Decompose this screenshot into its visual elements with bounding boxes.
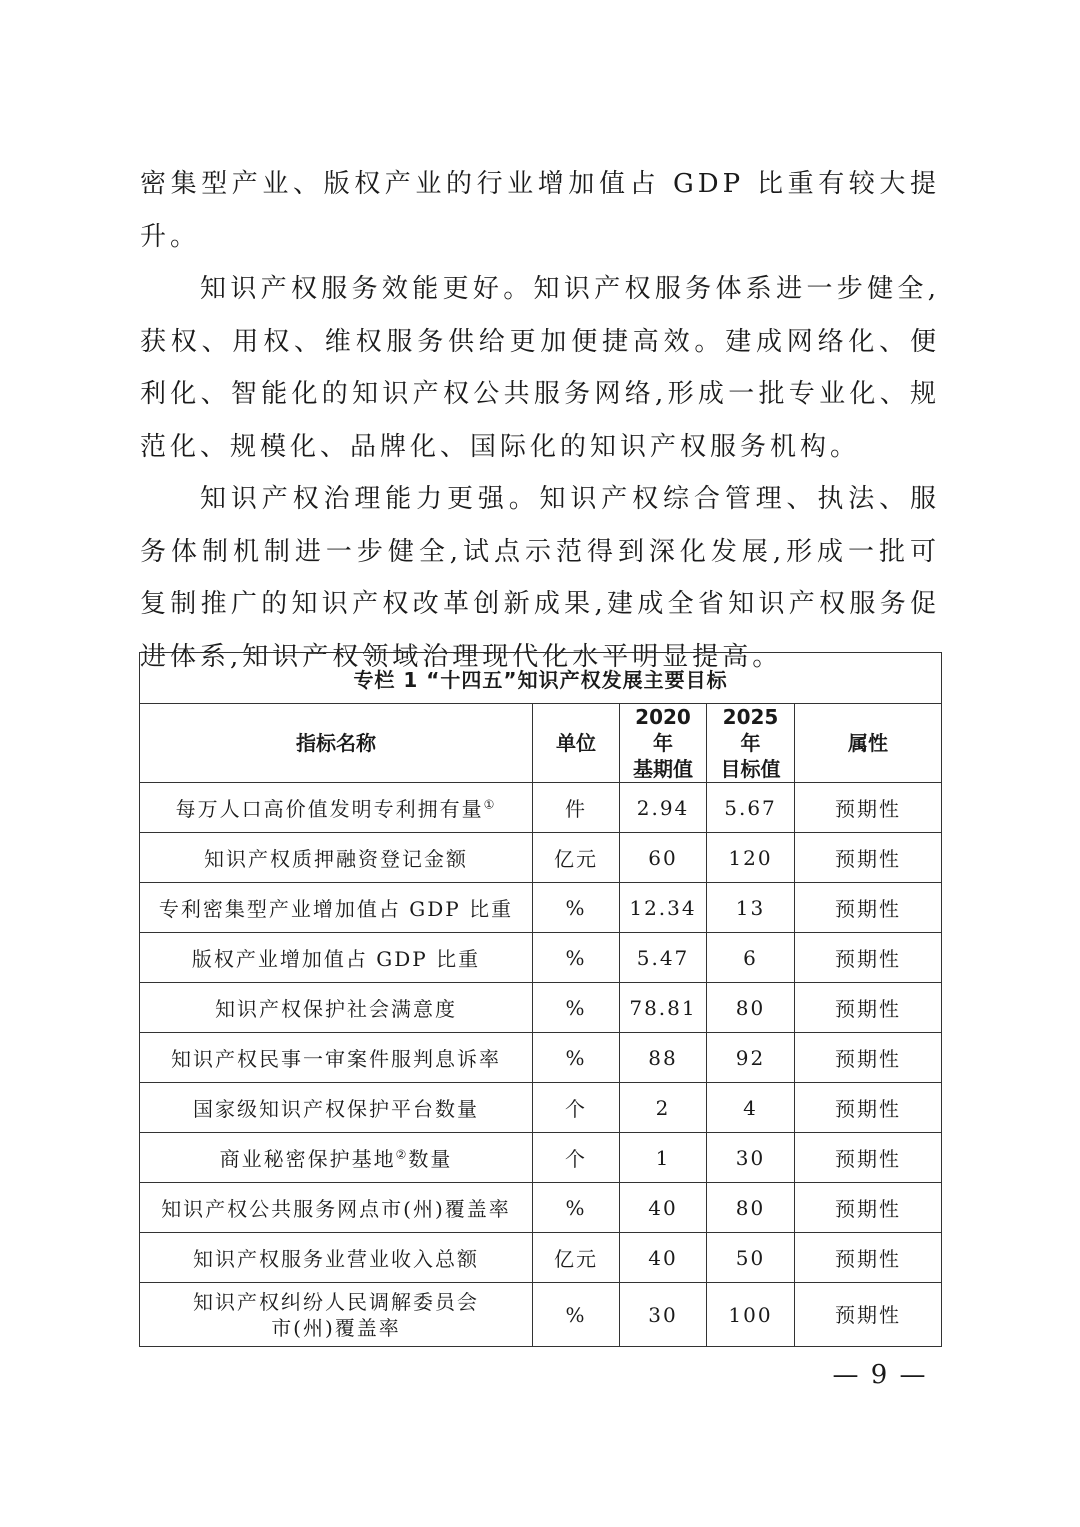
indicator-name-text: 商业秘密保护基地 (219, 1147, 396, 1171)
indicator-name-text: 知识产权纠纷人民调解委员会 (193, 1289, 479, 1314)
base-value: 2.94 (620, 783, 707, 833)
paragraph-1: 密集型产业、版权产业的行业增加值占 GDP 比重有较大提升。 (140, 169, 940, 252)
indicator-name (140, 933, 533, 983)
indicator-attribute: 预期性 (795, 1133, 942, 1183)
target-value: 92 (707, 1033, 795, 1083)
indicator-name-text: 国家级知识产权保护平台数量 (193, 1097, 479, 1121)
target-value: 13 (707, 883, 795, 933)
header-target-year: 2025 年 (722, 705, 779, 755)
table-row (140, 1283, 942, 1347)
header-target (707, 704, 795, 783)
target-value: 4 (707, 1083, 795, 1133)
indicator-name (140, 1083, 533, 1133)
table-row (140, 1083, 942, 1133)
indicator-name (140, 833, 533, 883)
indicator-unit: 个 (533, 1133, 620, 1183)
indicator-unit: 个 (533, 1083, 620, 1133)
indicator-unit: 亿元 (533, 1233, 620, 1283)
indicator-unit: % (533, 983, 620, 1033)
target-value: 80 (707, 983, 795, 1033)
indicator-unit: % (533, 883, 620, 933)
base-value: 2 (620, 1083, 707, 1133)
indicator-unit: % (533, 1183, 620, 1233)
indicator-name (140, 1033, 533, 1083)
header-base-label: 基期值 (633, 757, 693, 781)
paragraph-2: 知识产权服务效能更好。知识产权服务体系进一步健全,获权、用权、维权服务供给更加便捷高效。建成网络化、便利化、智能化的知识产权公共服务网络,形成一批专业化、规范化、规模化、品牌化、国际化的知识产权服务机构。 (140, 274, 940, 462)
indicator-attribute: 预期性 (795, 833, 942, 883)
indicator-attribute: 预期性 (795, 1283, 942, 1347)
base-value: 78.81 (620, 983, 707, 1033)
indicator-unit: % (533, 1283, 620, 1347)
indicator-attribute: 预期性 (795, 933, 942, 983)
paragraph-3: 知识产权治理能力更强。知识产权综合管理、执法、服务体制机制进一步健全,试点示范得到深化发展,形成一批可复制推广的知识产权改革创新成果,建成全省知识产权服务促进体系,知识产权领域治理现代化水平明显提高。 (140, 484, 940, 672)
table-caption-row (140, 653, 942, 704)
table-row (140, 1233, 942, 1283)
header-base (620, 704, 707, 783)
indicator-name-text: 知识产权民事一审案件服判息诉率 (171, 1047, 501, 1071)
indicator-attribute: 预期性 (795, 1233, 942, 1283)
indicator-name (140, 1133, 533, 1183)
page-number: — 9 — (832, 1360, 928, 1390)
footnote-marker: ① (483, 797, 497, 812)
header-unit: 单位 (533, 704, 620, 783)
base-value: 60 (620, 833, 707, 883)
goals-table (139, 652, 942, 1347)
table-body (140, 783, 942, 1347)
header-target-label: 目标值 (720, 757, 781, 781)
header-base-year: 2020 年 (635, 705, 691, 755)
table-row (140, 1183, 942, 1233)
base-value: 40 (620, 1183, 707, 1233)
indicator-attribute: 预期性 (795, 783, 942, 833)
table-header-row (140, 704, 942, 783)
indicator-name (140, 1233, 533, 1283)
indicator-name (140, 783, 533, 833)
indicator-name-text: 知识产权公共服务网点市(州)覆盖率 (161, 1197, 511, 1221)
base-value: 12.34 (620, 883, 707, 933)
indicator-name-text: 知识产权服务业营业收入总额 (193, 1247, 479, 1271)
table-row (140, 783, 942, 833)
indicator-name-text: 专利密集型产业增加值占 GDP 比重 (158, 897, 514, 921)
indicator-name (140, 1283, 533, 1347)
indicator-name-line2: 市(州)覆盖率 (271, 1315, 401, 1340)
indicator-name-suffix: 数量 (408, 1147, 453, 1171)
indicator-name-text: 知识产权质押融资登记金额 (204, 847, 468, 871)
base-value: 88 (620, 1033, 707, 1083)
indicator-unit: % (533, 933, 620, 983)
indicator-name-text: 知识产权保护社会满意度 (215, 997, 457, 1021)
target-value: 5.67 (707, 783, 795, 833)
table-row (140, 883, 942, 933)
base-value: 30 (620, 1283, 707, 1347)
footnote-marker: ② (395, 1147, 409, 1162)
target-value: 80 (707, 1183, 795, 1233)
header-attr: 属性 (795, 704, 942, 783)
indicator-unit: 件 (533, 783, 620, 833)
indicator-name (140, 883, 533, 933)
base-value: 40 (620, 1233, 707, 1283)
base-value: 5.47 (620, 933, 707, 983)
indicator-name (140, 1183, 533, 1233)
table-row (140, 1133, 942, 1183)
indicator-attribute: 预期性 (795, 1033, 942, 1083)
indicator-name (140, 983, 533, 1033)
indicator-name-text: 版权产业增加值占 GDP 比重 (191, 947, 481, 971)
header-name: 指标名称 (140, 704, 533, 783)
table-row (140, 1033, 942, 1083)
indicator-attribute: 预期性 (795, 1083, 942, 1133)
indicator-unit: % (533, 1033, 620, 1083)
indicator-attribute: 预期性 (795, 883, 942, 933)
target-value: 100 (707, 1283, 795, 1347)
target-value: 6 (707, 933, 795, 983)
base-value: 1 (620, 1133, 707, 1183)
table-row (140, 833, 942, 883)
table-row (140, 933, 942, 983)
table-row (140, 983, 942, 1033)
target-value: 120 (707, 833, 795, 883)
indicator-name-text: 每万人口高价值发明专利拥有量 (175, 797, 484, 821)
target-value: 50 (707, 1233, 795, 1283)
indicator-attribute: 预期性 (795, 1183, 942, 1233)
table-caption: 专栏 1 “十四五”知识产权发展主要目标 (140, 653, 942, 704)
indicator-unit: 亿元 (533, 833, 620, 883)
indicator-attribute: 预期性 (795, 983, 942, 1033)
target-value: 30 (707, 1133, 795, 1183)
body-text (140, 158, 940, 683)
